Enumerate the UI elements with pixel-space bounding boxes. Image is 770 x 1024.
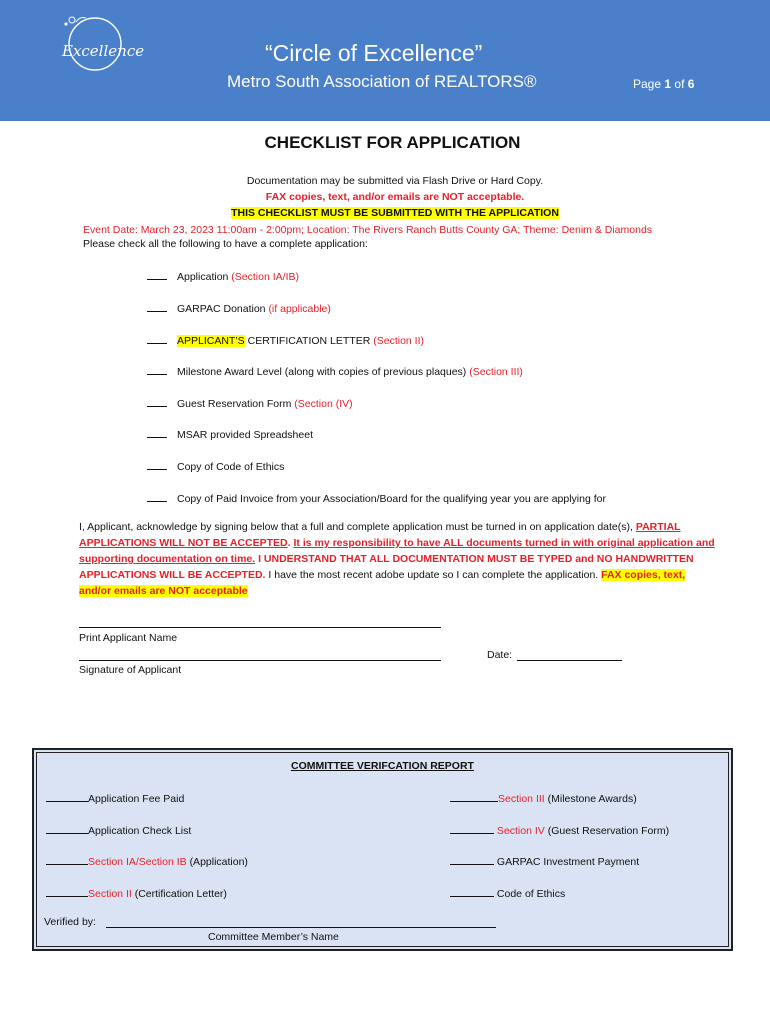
committee-title: COMMITTEE VERIFCATION REPORT (291, 760, 474, 772)
header-title: “Circle of Excellence” (265, 40, 483, 66)
committee-item-section-iii[interactable]: Section III (Milestone Awards) (450, 791, 637, 805)
verified-by-label: Verified by: (44, 916, 96, 928)
print-name-label: Print Applicant Name (79, 632, 178, 644)
verified-by-line[interactable] (106, 927, 496, 928)
committee-item-fee-paid[interactable]: Application Fee Paid (46, 791, 184, 805)
check-blank (147, 333, 167, 344)
page-title: CHECKLIST FOR APPLICATION (264, 133, 521, 152)
check-blank (147, 269, 167, 280)
page-header (0, 0, 770, 121)
date-line[interactable] (517, 660, 622, 661)
check-blank (147, 364, 167, 375)
checklist-item-guest-reservation[interactable]: Guest Reservation Form (Section (IV) (147, 396, 353, 410)
committee-item-section-ia-ib[interactable]: Section IA/Section IB (Application) (46, 854, 248, 868)
print-name-line[interactable] (79, 627, 441, 628)
committee-inner-border (36, 752, 729, 947)
fax-note: FAX copies, text, and/or emails are NOT acceptable. (265, 191, 525, 203)
checklist-item-paid-invoice[interactable]: Copy of Paid Invoice from your Association/Board for the qualifying year you are applying for (147, 491, 606, 505)
excellence-logo (50, 10, 150, 80)
check-blank (147, 396, 167, 407)
committee-member-name-label: Committee Member’s Name (208, 931, 339, 943)
header-subtitle: Metro South Association of REALTORS® (227, 72, 537, 91)
date-label: Date: (487, 649, 513, 661)
committee-item-section-ii[interactable]: Section II (Certification Letter) (46, 886, 227, 900)
checklist-item-application[interactable]: Application (Section IA/IB) (147, 269, 299, 283)
check-blank (147, 427, 167, 438)
committee-item-garpac-payment[interactable]: GARPAC Investment Payment (450, 854, 639, 868)
check-blank (147, 491, 167, 502)
checklist-item-garpac[interactable]: GARPAC Donation (if applicable) (147, 301, 331, 315)
checklist-item-spreadsheet[interactable]: MSAR provided Spreadsheet (147, 427, 313, 441)
signature-label: Signature of Applicant (79, 664, 182, 676)
svg-text:Excellence: Excellence (62, 42, 145, 60)
acknowledgement-paragraph: I, Applicant, acknowledge by signing below that a full and complete application must be turned in on application date(s), PARTIAL APPLICATIONS WILL NOT BE ACCEPTED. It is my responsibility to have ALL documents turned in with original application and supporting documentation on time. I UNDERSTAND THAT ALL DOCUMENTATION MUST BE TYPED and NO HANDWRITTEN APPLICATIONS WILL BE ACCEPTED. I have the most recent adobe update so I can complete the application. FAX copies, text, and/or emails are NOT acceptable (79, 521, 715, 597)
checklist-item-milestone[interactable]: Milestone Award Level (along with copies of previous plaques) (Section III) (147, 364, 523, 378)
committee-item-code-of-ethics[interactable]: Code of Ethics (450, 886, 565, 900)
committee-item-check-list[interactable]: Application Check List (46, 823, 191, 837)
instructions: Please check all the following to have a complete application: (83, 238, 368, 250)
must-submit-note: THIS CHECKLIST MUST BE SUBMITTED WITH THE APPLICATION (231, 207, 559, 219)
committee-item-section-iv[interactable]: Section IV (Guest Reservation Form) (450, 823, 669, 837)
check-blank (147, 459, 167, 470)
checklist-item-certification[interactable]: APPLICANT’S CERTIFICATION LETTER (Section II) (147, 333, 424, 347)
doc-note: Documentation may be submitted via Flash Drive or Hard Copy. (246, 175, 544, 187)
page-indicator: Page 1 of 6 (633, 77, 695, 91)
committee-verification-box (32, 748, 733, 951)
checklist-item-code-of-ethics[interactable]: Copy of Code of Ethics (147, 459, 284, 473)
event-details: Event Date: March 23, 2023 11:00am - 2:00pm; Location: The Rivers Ranch Butts County GA; Theme: Denim & Diamonds (83, 224, 653, 236)
check-blank (147, 301, 167, 312)
signature-line[interactable] (79, 660, 441, 661)
